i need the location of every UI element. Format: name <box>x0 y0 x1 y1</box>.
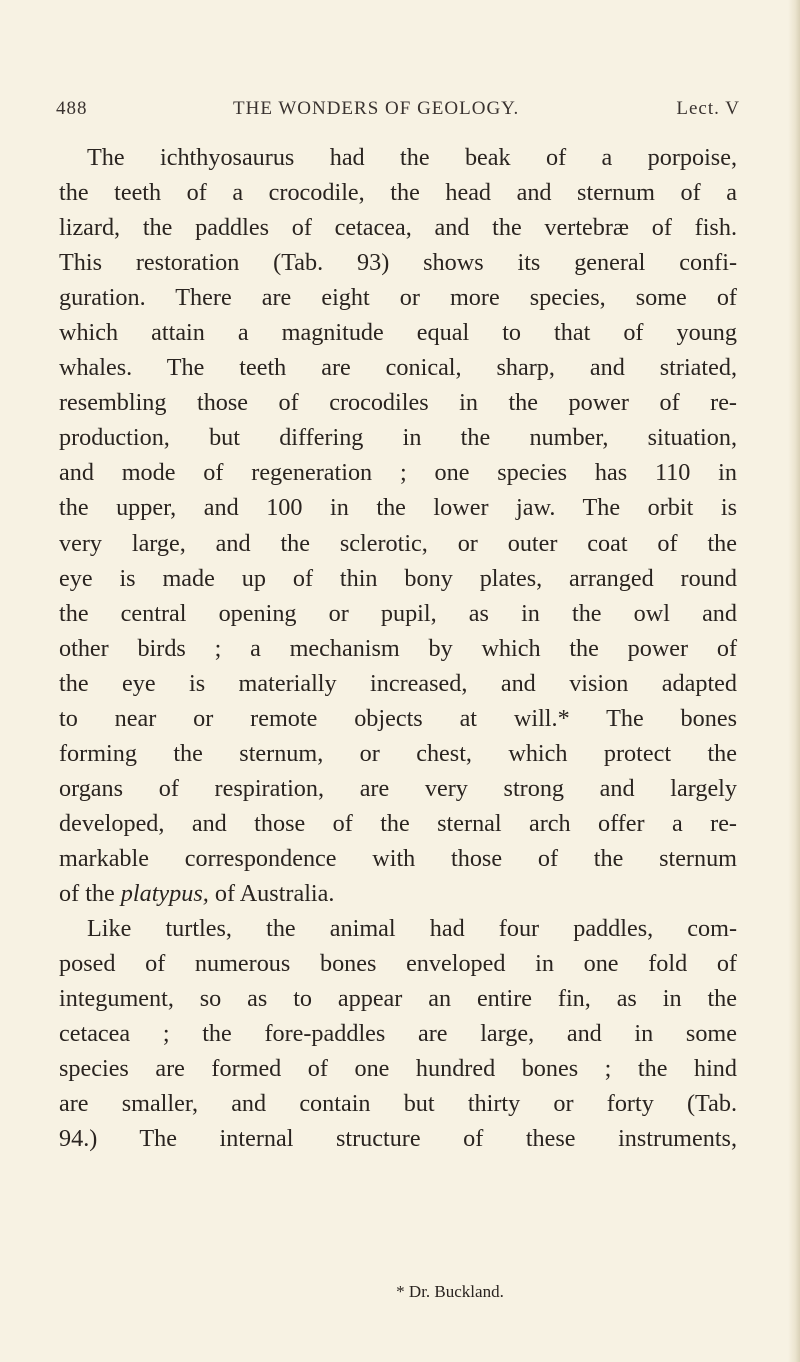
text-line: lizard, the paddles of cetacea, and the vertebræ of fish. <box>59 214 737 242</box>
text-line: the central opening or pupil, as in the owl and <box>59 599 737 627</box>
lecture-label: Lect. V <box>676 98 740 119</box>
italic-species-name: platypus, <box>120 879 209 907</box>
text-line: species are formed of one hundred bones ; the hind <box>59 1055 737 1083</box>
text-line: developed, and those of the sternal arch offer a re- <box>59 809 737 837</box>
text-line: very large, and the sclerotic, or outer coat of the <box>59 529 737 557</box>
text-line: resembling those of crocodiles in the power of re- <box>59 389 737 417</box>
text-line: which attain a magnitude equal to that of young <box>59 319 737 347</box>
text-line: posed of numerous bones enveloped in one fold of <box>59 950 737 978</box>
text-line: cetacea ; the fore-paddles are large, and in some <box>59 1020 737 1048</box>
text-line: This restoration (Tab. 93) shows its general confi- <box>59 249 737 277</box>
running-title: THE WONDERS OF GEOLOGY. <box>233 98 520 119</box>
text-line: markable correspondence with those of the sternum <box>59 844 737 872</box>
text-line: The ichthyosaurus had the beak of a porpoise, <box>87 144 737 171</box>
text-line: whales. The teeth are conical, sharp, and striated, <box>59 354 737 382</box>
text-line: 94.) The internal structure of these instruments, <box>59 1125 737 1153</box>
text-line: are smaller, and contain but thirty or forty (Tab. <box>59 1090 737 1118</box>
text-line: forming the sternum, or chest, which protect the <box>59 739 737 767</box>
text-line: production, but differing in the number, situation, <box>59 424 737 452</box>
text-line: the upper, and 100 in the lower jaw. The orbit is <box>59 494 737 522</box>
text-line: organs of respiration, are very strong and largely <box>59 774 737 802</box>
text-line <box>59 876 737 911</box>
text-line: the teeth of a crocodile, the head and sternum of a <box>59 179 737 207</box>
text-line: other birds ; a mechanism by which the power of <box>59 634 737 662</box>
page-number: 488 <box>56 98 88 119</box>
text-line: Like turtles, the animal had four paddles, com- <box>87 915 737 943</box>
running-header <box>56 98 740 128</box>
text-line: and mode of regeneration ; one species has 110 in <box>59 459 737 487</box>
body-text <box>59 140 737 1156</box>
page-edge-shadow <box>788 0 800 1362</box>
text-line: integument, so as to appear an entire fin, as in the <box>59 985 737 1013</box>
text-line: guration. There are eight or more species, some of <box>59 284 737 312</box>
text-line: to near or remote objects at will.* The bones <box>59 704 737 732</box>
text-segment: of Australia. <box>214 879 335 907</box>
text-line: the eye is materially increased, and vision adapted <box>59 669 737 697</box>
footnote: * Dr. Buckland. <box>396 1282 504 1301</box>
text-line: eye is made up of thin bony plates, arranged round <box>59 564 737 592</box>
text-segment: of the <box>59 879 115 907</box>
